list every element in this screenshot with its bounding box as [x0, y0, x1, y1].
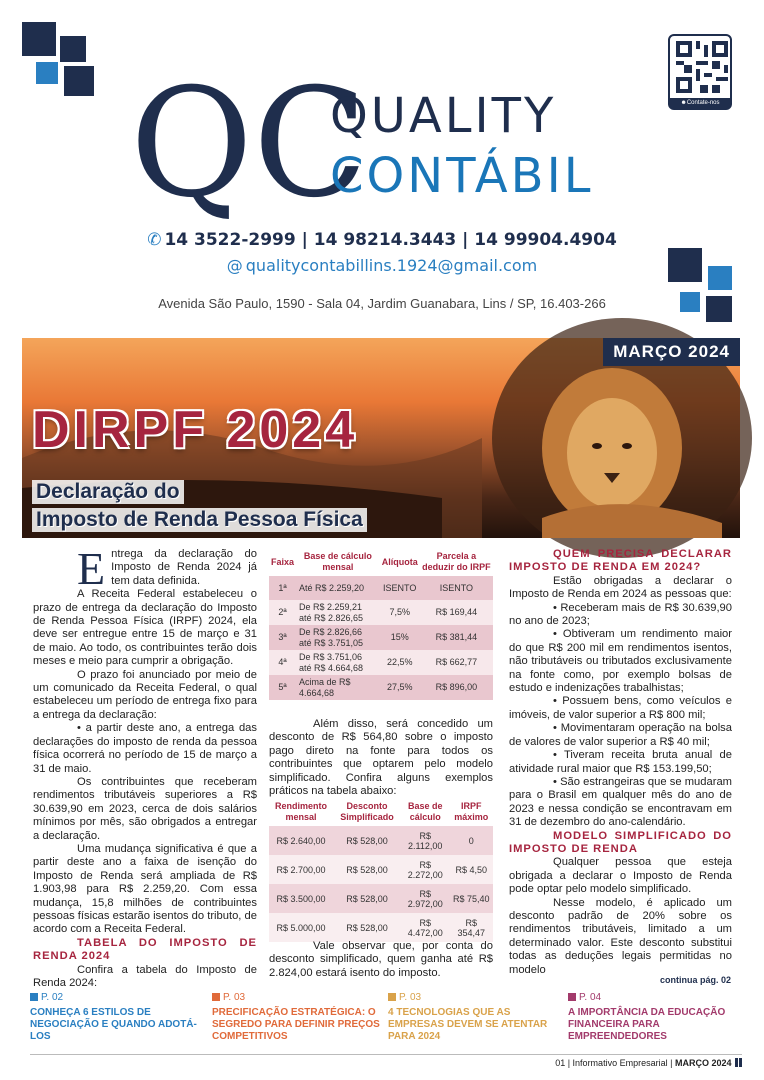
hero-banner: [22, 338, 740, 538]
bullet-item: • Movimentaram operação na bolsa de valores de valor superior a R$ 40 mil;: [509, 722, 732, 748]
table-cell: R$ 2.700,00: [269, 855, 333, 884]
svg-text:QC: QC: [130, 57, 368, 231]
table-header: Base de cálculo: [401, 798, 449, 826]
article-column-2: [269, 718, 493, 798]
table-header: Desconto Simplificado: [333, 798, 401, 826]
table-cell: R$ 3.500,00: [269, 884, 333, 913]
deco-square: [64, 66, 94, 96]
section-heading: MODELO SIMPLIFICADO DO IMPOSTO DE RENDA: [509, 829, 732, 855]
teaser-link[interactable]: [568, 992, 738, 1043]
table-cell: R$ 2.640,00: [269, 826, 333, 855]
teaser-page: P. 04: [568, 992, 738, 1004]
table-header: IRPF máximo: [449, 798, 493, 826]
teaser-page: P. 02: [30, 992, 200, 1004]
table-cell: R$ 169,44: [420, 600, 493, 625]
table-row: [269, 625, 493, 650]
table-cell: 27,5%: [380, 675, 420, 700]
teaser-text: A IMPORTÂNCIA DA EDUCAÇÃO FINANCEIRA PARA EMPREENDEDORES: [568, 1007, 726, 1042]
subtitle-line-2: Imposto de Renda Pessoa Física: [32, 508, 367, 532]
footer-bar-icon: [739, 1058, 742, 1067]
table-cell: R$ 381,44: [420, 625, 493, 650]
bullet-item: • São estrangeiras que se mudaram para o Brasil em qualquer mês do ano de 2023 e nessa condição se encontravam em 31 de dezembro do ano-calendário.: [509, 775, 732, 829]
table-cell: R$ 4,50: [449, 855, 493, 884]
qr-label: ☻Contate-nos: [670, 98, 730, 108]
paragraph: A Receita Federal estabeleceu o prazo de entrega da declaração do Imposto de Renda Pessoa Física (IRPF) 2024, ela deve ser entregue entre 15 de março e 31 de maio. Ao todo, os contribuintes terão dois meses e meio para cumprir a obrigação.: [33, 588, 257, 668]
table-row: [269, 600, 493, 625]
bullet-item: • Tiveram receita bruta anual de atividade rural maior que R$ 153.199,50;: [509, 749, 732, 775]
table-cell: 2ª: [269, 600, 296, 625]
footer-bar-icon: [735, 1058, 738, 1067]
email-text: qualitycontabillins.1924@gmail.com: [245, 256, 538, 275]
teaser-text: PRECIFICAÇÃO ESTRATÉGICA: O SEGREDO PARA DEFINIR PREÇOS COMPETITIVOS: [212, 1007, 380, 1042]
table-cell: Acima de R$ 4.664,68: [296, 675, 380, 700]
table-cell: R$ 354,47: [449, 913, 493, 942]
phone-text: 14 3522-2999 | 14 98214.3443 | 14 99904.4904: [164, 230, 617, 250]
qr-code-icon: [676, 41, 728, 93]
teaser-link[interactable]: [388, 992, 558, 1043]
table-cell: R$ 4.472,00: [401, 913, 449, 942]
deco-square: [36, 62, 58, 84]
section-heading: QUEM PRECISA DECLARAR IMPOSTO DE RENDA EM 2024?: [509, 548, 732, 574]
main-title: DIRPF 2024: [32, 401, 359, 459]
table-cell: R$ 528,00: [333, 913, 401, 942]
teaser-page: P. 03: [388, 992, 558, 1004]
bullet-item: • Obtiveram um rendimento maior do que R$ 200 mil em rendimentos isentos, não tributáveis ou tributados exclusivamente na fonte como, por exemplo bolsas de estudo e indenizações trabalhistas;: [509, 628, 732, 695]
paragraph: O prazo foi anunciado por meio de um comunicado da Receita Federal, o qual estabeleceu um período de entrega fixo para a entrega da declaração:: [33, 668, 257, 721]
section-heading: TABELA DO IMPOSTO DE RENDA 2024: [33, 936, 257, 963]
bullet-item: • Receberam mais de R$ 30.639,90 no ano de 2023;: [509, 601, 732, 628]
table-row: [269, 576, 493, 600]
at-icon: @: [226, 256, 243, 275]
paragraph: Além disso, será concedido um desconto de R$ 564,80 sobre o imposto pago direto na fonte para todos os contribuintes que optarem pelo modelo simplificado. Confira alguns exemplos práticos na tabela abaixo:: [269, 718, 493, 798]
teaser-page: P. 03: [212, 992, 382, 1004]
table-cell: R$ 528,00: [333, 855, 401, 884]
footer: [555, 1058, 742, 1068]
table-cell: R$ 896,00: [420, 675, 493, 700]
table-cell: 15%: [380, 625, 420, 650]
deco-square: [60, 36, 86, 62]
table-cell: ISENTO: [380, 576, 420, 600]
logo-mark: [130, 57, 368, 231]
table-cell: R$ 2.972,00: [401, 884, 449, 913]
table-header: Faixa: [269, 548, 296, 576]
table-cell: ISENTO: [420, 576, 493, 600]
table-row: [269, 826, 493, 855]
table-row: [269, 675, 493, 700]
simplified-table: [269, 798, 493, 942]
table-cell: 4ª: [269, 650, 296, 675]
drop-cap: E: [77, 543, 106, 594]
teaser-link[interactable]: [30, 992, 200, 1043]
table-header: Parcela a deduzir do IRPF: [420, 548, 493, 576]
table-cell: De R$ 2.826,66 até R$ 3.751,05: [296, 625, 380, 650]
table-cell: De R$ 3.751,06 até R$ 4.664,68: [296, 650, 380, 675]
footer-date: MARÇO 2024: [674, 1058, 732, 1068]
teaser-link[interactable]: [212, 992, 382, 1043]
paragraph: Os contribuintes que receberam rendimentos tributáveis superiores a R$ 30.639,90 em 2023, cerca de dois salários mínimos por mês, são obrigados a entregar a declaração.: [33, 775, 257, 842]
table-cell: Até R$ 2.259,20: [296, 576, 380, 600]
table-cell: R$ 2.272,00: [401, 855, 449, 884]
logo-text-contabil: CONTÁBIL: [330, 148, 594, 204]
paragraph: Vale observar que, por conta do desconto simplificado, quem ganha até R$ 2.824,00 estará isento do imposto.: [269, 940, 493, 979]
email-address[interactable]: [0, 256, 764, 275]
paragraph: Qualquer pessoa que esteja obrigada a declarar o Imposto de Renda pode optar pelo modelo simplificado.: [509, 856, 732, 896]
article-column-2-end: [269, 940, 493, 980]
teaser-text: CONHEÇA 6 ESTILOS DE NEGOCIAÇÃO E QUANDO ADOTÁ-LOS: [30, 1007, 197, 1042]
table-cell: 1ª: [269, 576, 296, 600]
phone-icon: ✆: [147, 230, 162, 250]
table-cell: De R$ 2.259,21 até R$ 2.826,65: [296, 600, 380, 625]
footer-divider: [30, 1054, 742, 1055]
paragraph: Nesse modelo, é aplicado um desconto padrão de 20% sobre os rendimentos tributáveis, limitado a um determinado valor. Este desconto substitui todas as deduções legais permitidas no modelo: [509, 896, 732, 976]
table-cell: R$ 662,77: [420, 650, 493, 675]
teaser-text: 4 TECNOLOGIAS QUE AS EMPRESAS DEVEM SE ATENTAR PARA 2024: [388, 1007, 548, 1042]
table-cell: 22,5%: [380, 650, 420, 675]
table-row: [269, 913, 493, 942]
paragraph: Confira a tabela do Imposto de Renda 2024:: [33, 963, 257, 989]
continue-link[interactable]: continua pág. 02: [660, 975, 732, 985]
table-cell: R$ 5.000,00: [269, 913, 333, 942]
article-column-3: [509, 548, 732, 977]
bullet-item: • Possuem bens, como veículos e imóveis, de valor superior a R$ 800 mil;: [509, 695, 732, 721]
table-cell: 0: [449, 826, 493, 855]
subtitle-line-1: Declaração do: [32, 480, 184, 504]
deco-square: [22, 22, 56, 56]
logo-text-quality: QUALITY: [330, 88, 557, 144]
table-row: [269, 884, 493, 913]
paragraph: Uma mudança significativa é que a partir deste ano a faixa de isenção do Imposto de Renda será ampliada de R$ 1.903,98 para R$ 2.259,20. Com essa mudança, 15,8 milhões de contribuintes pessoas físicas estarão isentos do tributo, de acordo com a Receita Federal.: [33, 842, 257, 936]
bullet-item: • a partir deste ano, a entrega das declarações do imposto de renda da pessoa física ocorrerá no período de 15 de março a 31 de maio.: [33, 722, 257, 775]
phone-numbers[interactable]: [0, 230, 764, 250]
table-cell: 5ª: [269, 675, 296, 700]
footer-label: 01 | Informativo Empresarial |: [555, 1058, 673, 1068]
table-cell: R$ 528,00: [333, 884, 401, 913]
table-cell: R$ 2.112,00: [401, 826, 449, 855]
address: Avenida São Paulo, 1590 - Sala 04, Jardim Guanabara, Lins / SP, 16.403-266: [158, 296, 606, 311]
table-cell: 3ª: [269, 625, 296, 650]
table-cell: R$ 75,40: [449, 884, 493, 913]
table-row: [269, 855, 493, 884]
qr-code[interactable]: [668, 34, 732, 110]
table-header: Base de cálculo mensal: [296, 548, 380, 576]
table-row: [269, 650, 493, 675]
paragraph: Entrega da declaração do Imposto de Renda 2024 já tem data definida.: [77, 543, 257, 594]
table-header: Rendimento mensal: [269, 798, 333, 826]
irpf-table: [269, 548, 493, 700]
article-column-1: [33, 543, 257, 990]
table-cell: R$ 528,00: [333, 826, 401, 855]
table-header: Alíquota: [380, 548, 420, 576]
paragraph: Estão obrigadas a declarar o Imposto de Renda em 2024 as pessoas que:: [509, 574, 732, 601]
issue-date: MARÇO 2024: [603, 338, 740, 366]
table-cell: 7,5%: [380, 600, 420, 625]
